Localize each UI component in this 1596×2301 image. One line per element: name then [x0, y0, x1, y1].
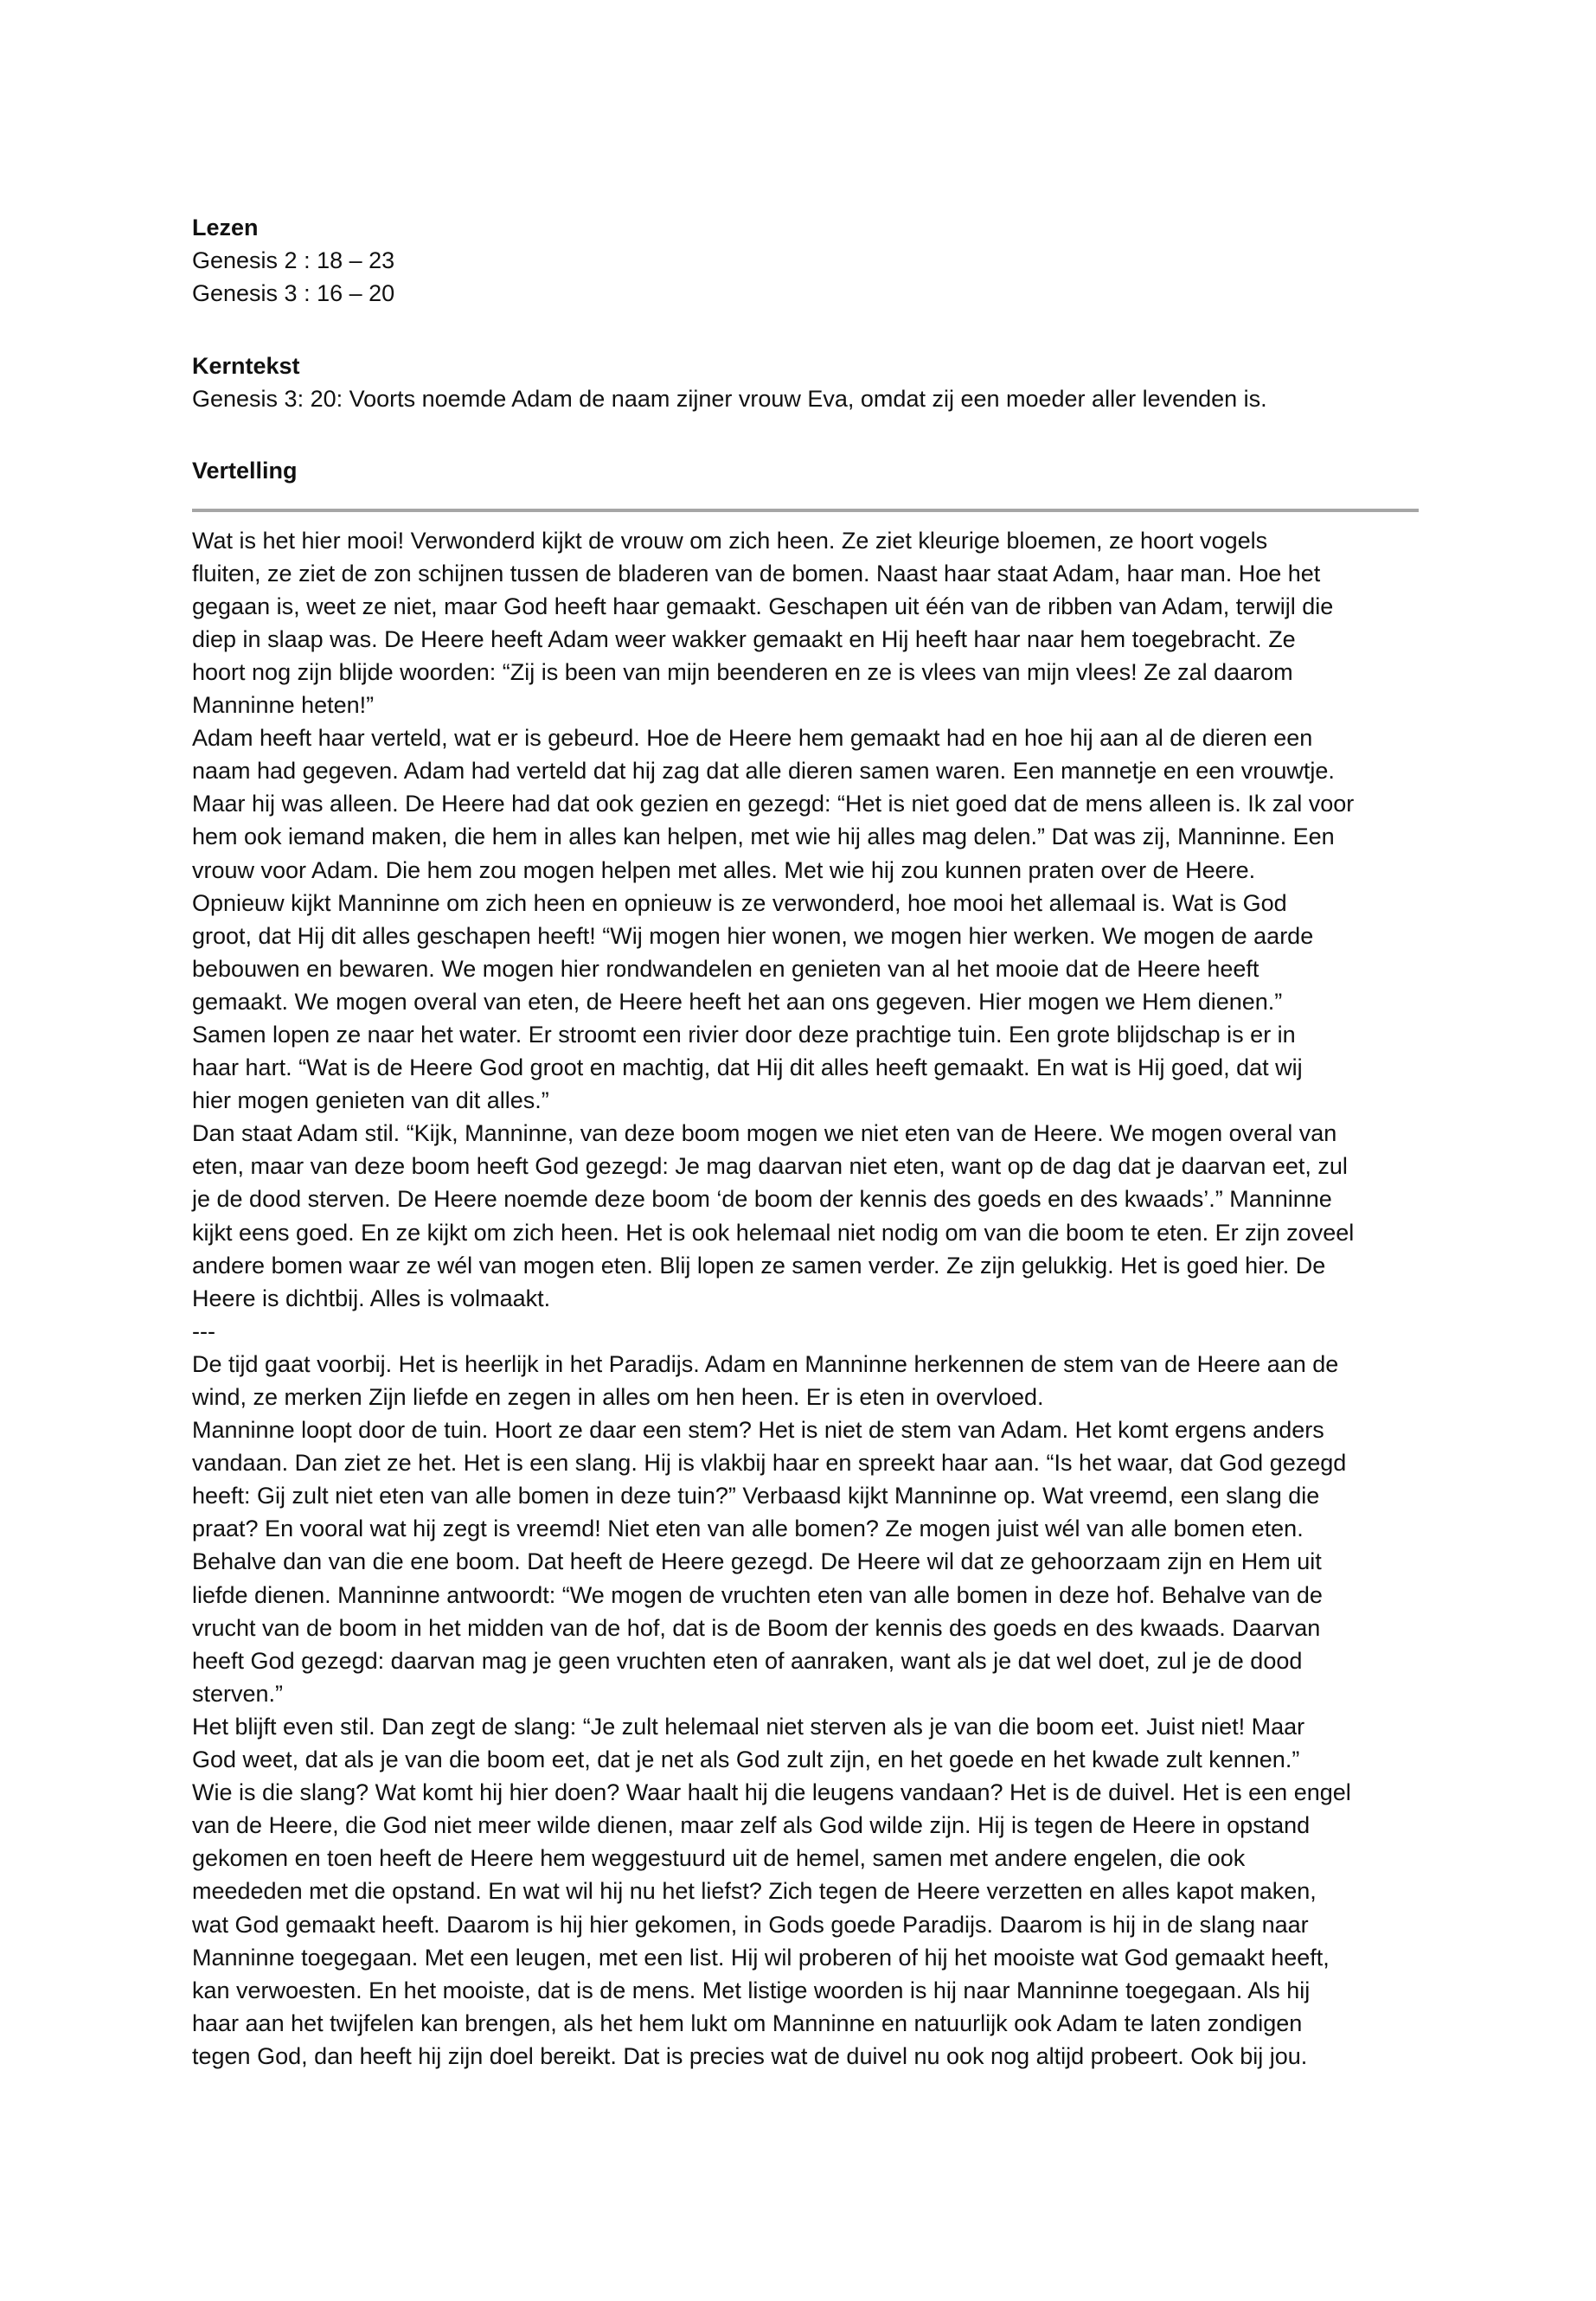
story-line: liefde dienen. Manninne antwoordt: “We mogen de vruchten eten van alle bomen in deze hof. Behalve van de — [192, 1581, 1323, 1608]
story-line: wat God gemaakt heeft. Daarom is hij hier gekomen, in Gods goede Paradijs. Daarom is hij in de slang naar — [192, 1911, 1309, 1938]
story-line: Wat is het hier mooi! Verwonderd kijkt de vrouw om zich heen. Ze ziet kleurige bloemen, ze hoort vogels — [192, 527, 1268, 554]
read-ref-1: Genesis 2 : 18 – 23 — [192, 247, 395, 274]
story-line: andere bomen waar ze wél van mogen eten. Blij lopen ze samen verder. Ze zijn gelukkig. Het is goed hier. De — [192, 1252, 1326, 1279]
story-line: Het blijft even stil. Dan zegt de slang: “Je zult helemaal niet sterven als je van die boom eet. Juist niet! Maar — [192, 1713, 1305, 1740]
document-page — [192, 211, 1419, 2073]
story-heading: Vertelling — [192, 458, 298, 484]
story-body — [192, 524, 1419, 2073]
story-line: Maar hij was alleen. De Heere had dat ook gezien en gezegd: “Het is niet goed dat de mens alleen is. Ik zal voor — [192, 791, 1355, 817]
story-line: kan verwoesten. En het mooiste, dat is de mens. Met listige woorden is hij naar Manninne toegegaan. Als hij — [192, 1977, 1311, 2003]
key-text: Genesis 3: 20: Voorts noemde Adam de naam zijner vrouw Eva, omdat zij een moeder aller levenden is. — [192, 386, 1267, 413]
spacer — [192, 310, 1419, 349]
story-line: Manninne loopt door de tuin. Hoort ze daar een stem? Het is niet de stem van Adam. Het komt ergens anders — [192, 1417, 1324, 1444]
story-line: Wie is die slang? Wat komt hij hier doen? Waar haalt hij die leugens vandaan? Het is de duivel. Het is een engel — [192, 1779, 1351, 1806]
story-line: naam had gegeven. Adam had verteld dat hij zag dat alle dieren samen waren. Een mannetje en een vrouwtje. — [192, 758, 1335, 785]
story-line: haar hart. “Wat is de Heere God groot en machtig, dat Hij dit alles heeft gemaakt. En wat is Hij goed, dat wij — [192, 1054, 1303, 1081]
story-line: Heere is dichtbij. Alles is volmaakt. — [192, 1285, 551, 1311]
story-line: Samen lopen ze naar het water. Er stroomt een rivier door deze prachtige tuin. Een grote blijdschap is er in — [192, 1021, 1296, 1048]
story-line: van de Heere, die God niet meer wilde dienen, maar zelf als God wilde zijn. Hij is tegen de Heere in opstand — [192, 1812, 1311, 1839]
story-line: hier mogen genieten van dit alles.” — [192, 1087, 549, 1114]
story-line: De tijd gaat voorbij. Het is heerlijk in het Paradijs. Adam en Manninne herkennen de stem van de Heere aan de — [192, 1350, 1339, 1377]
story-line: Manninne toegegaan. Met een leugen, met een list. Hij wil proberen of hij het mooiste wat God gemaakt heeft, — [192, 1944, 1330, 1971]
story-line: eten, maar van deze boom heeft God gezegd: Je mag daarvan niet eten, want op de dag dat je daarvan eet, zul — [192, 1153, 1348, 1180]
story-line: vandaan. Dan ziet ze het. Het is een slang. Hij is vlakbij haar en spreekt haar aan. “Is het waar, dat God gezegd — [192, 1450, 1347, 1477]
story-line: kijkt eens goed. En ze kijkt om zich heen. Het is ook helemaal niet nodig om van die boom te eten. Er zijn zoveel — [192, 1219, 1355, 1246]
story-line: vrucht van de boom in het midden van de hof, dat is de Boom der kennis des goeds en des kwaads. Daarvan — [192, 1614, 1321, 1641]
story-line: tegen God, dan heeft hij zijn doel bereikt. Dat is precies wat de duivel nu ook nog altijd probeert. Ook bij jou. — [192, 2042, 1308, 2069]
story-line: gekomen en toen heeft de Heere hem weggestuurd uit de hemel, samen met andere engelen, die ook — [192, 1845, 1246, 1872]
story-line: God weet, dat als je van die boom eet, dat je net als God zult zijn, en het goede en het kwade zult kennen.” — [192, 1747, 1300, 1773]
spacer — [192, 415, 1419, 454]
story-line: je de dood sterven. De Heere noemde deze boom ‘de boom der kennis des goeds en des kwaads’.” Manninne — [192, 1186, 1332, 1213]
story-line: praat? En vooral wat hij zegt is vreemd! Niet eten van alle bomen? Ze mogen juist wél van alle bomen eten. — [192, 1516, 1304, 1542]
key-text-heading: Kerntekst — [192, 353, 300, 380]
divider — [192, 509, 1419, 512]
story-line: Behalve dan van die ene boom. Dat heeft de Heere gezegd. De Heere wil dat ze gehoorzaam zijn en Hem uit — [192, 1548, 1322, 1575]
story-line: bebouwen en bewaren. We mogen hier rondwandelen en genieten van al het mooie dat de Heere heeft — [192, 955, 1259, 982]
story-line: gemaakt. We mogen overal van eten, de Heere heeft het aan ons gegeven. Hier mogen we Hem dienen.” — [192, 988, 1283, 1015]
story-line: Opnieuw kijkt Manninne om zich heen en opnieuw is ze verwonderd, hoe mooi het allemaal is. Wat is God — [192, 889, 1287, 916]
story-line: haar aan het twijfelen kan brengen, als het hem lukt om Manninne en natuurlijk ook Adam te laten zondigen — [192, 2009, 1303, 2036]
read-heading: Lezen — [192, 215, 259, 240]
story-line: sterven.” — [192, 1680, 284, 1707]
read-ref-2: Genesis 3 : 16 – 20 — [192, 280, 395, 307]
story-line: gegaan is, weet ze niet, maar God heeft haar gemaakt. Geschapen uit één van de ribben van Adam, terwijl die — [192, 593, 1334, 619]
story-line: Manninne heten!” — [192, 692, 375, 719]
story-line: wind, ze merken Zijn liefde en zegen in alles om hen heen. Er is eten in overvloed. — [192, 1384, 1044, 1410]
story-line: heeft: Gij zult niet eten van alle bomen in deze tuin?” Verbaasd kijkt Manninne op. Wat vreemd, een slang die — [192, 1483, 1320, 1509]
story-line: vrouw voor Adam. Die hem zou mogen helpen met alles. Met wie hij zou kunnen praten over de Heere. — [192, 856, 1256, 883]
story-line: hoort nog zijn blijde woorden: “Zij is been van mijn beenderen en ze is vlees van mijn vlees! Ze zal daarom — [192, 658, 1293, 685]
story-line: fluiten, ze ziet de zon schijnen tussen de bladeren van de bomen. Naast haar staat Adam, haar man. Hoe het — [192, 560, 1321, 586]
story-line: heeft God gezegd: daarvan mag je geen vruchten eten of aanraken, want als je dat wel doet, zul je de dood — [192, 1647, 1303, 1674]
story-line: --- — [192, 1317, 215, 1344]
story-line: Adam heeft haar verteld, wat er is gebeurd. Hoe de Heere hem gemaakt had en hoe hij aan al de dieren een — [192, 725, 1313, 752]
story-line: groot, dat Hij dit alles geschapen heeft! “Wij mogen hier wonen, we mogen hier werken. We mogen de aarde — [192, 922, 1314, 949]
story-line: diep in slaap was. De Heere heeft Adam weer wakker gemaakt en Hij heeft haar naar hem toegebracht. Ze — [192, 625, 1296, 652]
story-line: meededen met die opstand. En wat wil hij nu het liefst? Zich tegen de Heere verzetten en alles kapot maken, — [192, 1878, 1317, 1905]
story-line: Dan staat Adam stil. “Kijk, Manninne, van deze boom mogen we niet eten van de Heere. We mogen overal van — [192, 1120, 1337, 1147]
story-line: hem ook iemand maken, die hem in alles kan helpen, met wie hij alles mag delen.” Dat was zij, Manninne. Een — [192, 824, 1335, 850]
